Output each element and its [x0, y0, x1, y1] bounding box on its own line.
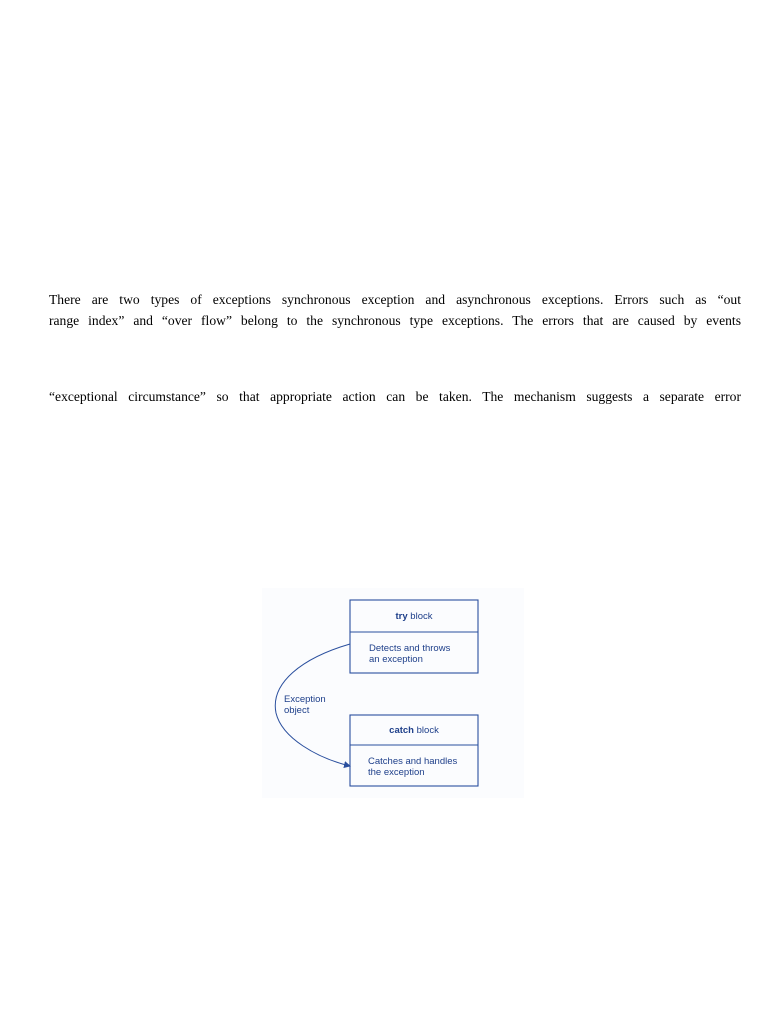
- catch-block-title: [389, 725, 439, 736]
- paragraph-line-1: There are two types of exceptions synchronous exception and asynchronous exceptions. Errors such as “out: [49, 292, 741, 307]
- catch-block-box: [350, 715, 478, 786]
- catch-block-body-line-2: the exception: [368, 767, 425, 778]
- catch-block-body-line-1: Catches and handles: [368, 756, 458, 767]
- paragraph-line-2: range index” and “over flow” belong to the synchronous type exceptions. The errors that are caused by events: [49, 313, 741, 328]
- try-block-suffix: block: [407, 611, 433, 622]
- try-block-title: [396, 611, 433, 622]
- catch-block-suffix: block: [414, 725, 439, 736]
- arrow-label-line-2: object: [284, 705, 310, 716]
- diagram-svg: [262, 588, 524, 798]
- arrow-label-line-1: Exception: [284, 694, 326, 705]
- try-block-box: [350, 600, 478, 673]
- catch-keyword: catch: [389, 725, 414, 736]
- paragraph-line-3: “exceptional circumstance” so that appropriate action can be taken. The mechanism suggests a separate error: [49, 389, 741, 404]
- exception-handling-diagram: [262, 588, 524, 798]
- try-block-body-line-2: an exception: [369, 654, 423, 665]
- try-block-body-line-1: Detects and throws: [369, 643, 451, 654]
- try-keyword: try: [395, 611, 408, 622]
